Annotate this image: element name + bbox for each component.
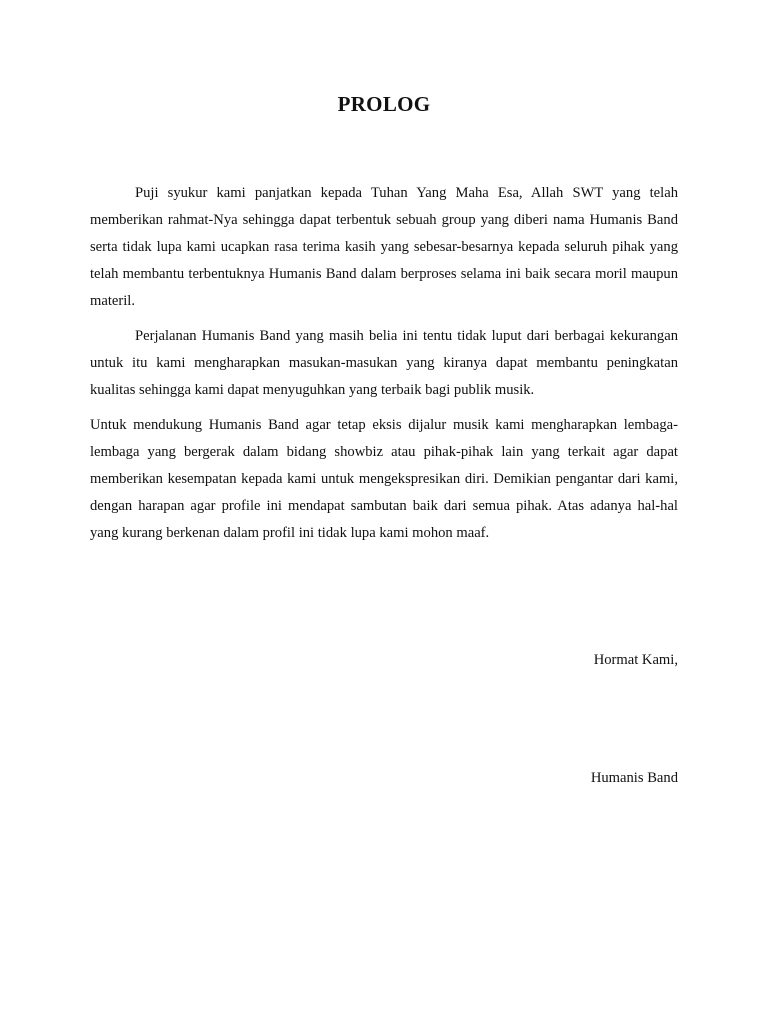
paragraph-2: Perjalanan Humanis Band yang masih belia ini tentu tidak luput dari berbagai kekurangan untuk itu kami mengharapkan masukan-masukan yang kiranya dapat membantu peningkatan kualitas sehingga kami dapat menyuguhkan yang terbaik bagi publik musik.: [90, 328, 678, 398]
page-title: PROLOG: [337, 92, 431, 116]
signature: Humanis Band: [590, 770, 678, 786]
body-text: [90, 180, 678, 555]
paragraph-1: Puji syukur kami panjatkan kepada Tuhan Yang Maha Esa, Allah SWT yang telah memberikan rahmat-Nya sehingga dapat terbentuk sebuah group yang diberi nama Humanis Band serta tidak lupa kami ucapkan rasa terima kasih yang sebesar-besarnya kepada seluruh pihak yang telah membantu terbentuknya Humanis Band dalam berproses selama ini baik secara moril maupun materil.: [90, 185, 678, 309]
paragraph-3: Untuk mendukung Humanis Band agar tetap eksis dijalur musik kami mengharapkan lembaga-lembaga yang bergerak dalam bidang showbiz atau pihak-pihak lain yang terkait agar dapat memberikan kesempatan kepada kami untuk mengekspresikan diri. Demikian pengantar dari kami, dengan harapan agar profile ini mendapat sambutan baik dari semua pihak. Atas adanya hal-hal yang kurang berkenan dalam profil ini tidak lupa kami mohon maaf.: [90, 417, 678, 541]
closing-greeting: Hormat Kami,: [593, 652, 678, 668]
